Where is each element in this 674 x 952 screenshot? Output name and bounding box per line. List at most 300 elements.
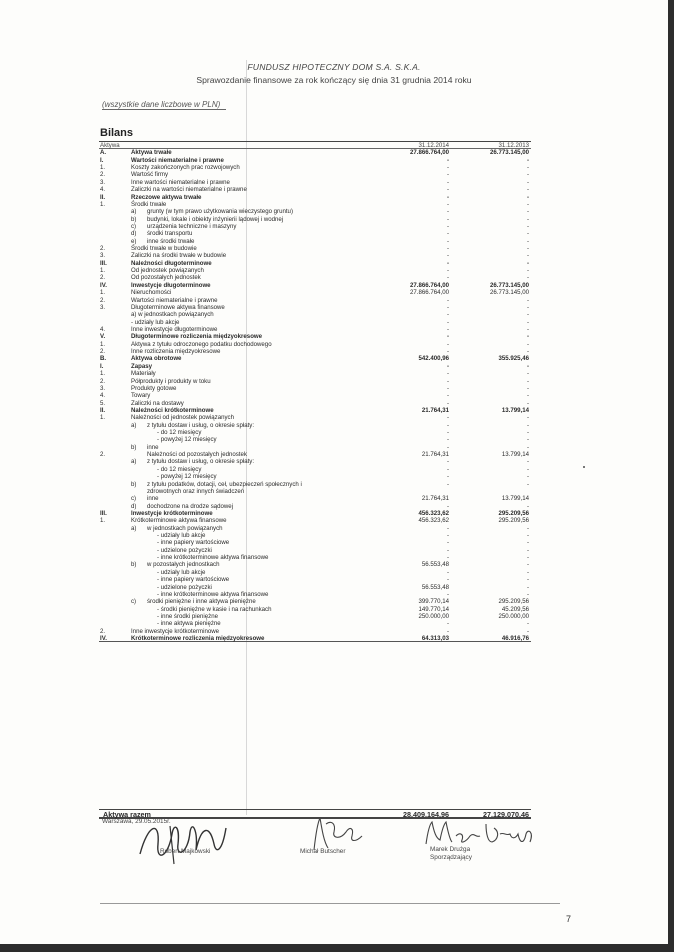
value-2013: - [526, 274, 529, 282]
table-row [99, 186, 531, 193]
table-row [99, 230, 531, 237]
row-number: 1. [100, 164, 106, 172]
value-2014: - [446, 222, 449, 230]
value-2014: - [446, 620, 449, 628]
value-2013: 26.773.145,00 [490, 281, 529, 289]
row-label: Inne inwestycje krótkoterminowe [131, 627, 220, 635]
value-2013: - [526, 222, 529, 230]
table-row [99, 510, 531, 517]
table-row [99, 260, 531, 267]
signatory-name-1: Robert Majkowski [160, 848, 211, 855]
row-sublabel: - udzielone pożyczki [157, 583, 212, 591]
table-row [99, 547, 531, 554]
row-sublabel: - inne papiery wartościowe [157, 539, 230, 547]
value-2013: - [526, 318, 529, 326]
table-row [99, 481, 531, 488]
value-2014: - [446, 568, 449, 576]
value-2013: 355.925,46 [498, 355, 529, 363]
footer-rule [100, 903, 560, 904]
column-header-2013: 31.12.2013 [498, 142, 529, 149]
table-row [99, 216, 531, 223]
value-2013: - [526, 480, 529, 488]
row-sublabel: - powyżej 12 miesięcy [157, 436, 217, 444]
row-number: 3. [100, 384, 106, 392]
value-2013: - [526, 267, 529, 275]
value-2014: - [446, 171, 449, 179]
row-sublabel: - do 12 miesięcy [157, 465, 202, 473]
row-label: Krótkoterminowe rozliczenia międzyokresowe [131, 635, 265, 643]
row-label: Należności od jednostek powiązanych [131, 414, 234, 422]
row-number: III. [100, 509, 107, 517]
value-2013: 26.773.145,00 [490, 149, 529, 157]
value-2014: 56.553,48 [421, 561, 449, 569]
scan-edge-right [668, 0, 674, 952]
row-label: d) [131, 502, 137, 510]
table-row [99, 495, 531, 502]
value-2014: 456.323,62 [418, 509, 449, 517]
value-2013: - [526, 429, 529, 437]
value-2014: 149.770,14 [418, 605, 449, 613]
row-sublabel: inne [147, 443, 159, 451]
row-label: c) [131, 222, 137, 230]
row-number: II. [100, 406, 106, 414]
row-label: Długoterminowe rozliczenia międzyokresowe [131, 333, 263, 341]
row-label: Materiały [131, 370, 156, 378]
table-row [99, 451, 531, 458]
signatory-name-2: Michał Butscher [300, 848, 346, 855]
table-row [99, 252, 531, 259]
row-label: e) [131, 237, 137, 245]
table-row [99, 267, 531, 274]
row-label: Aktywa obrotowe [131, 355, 182, 363]
table-row [99, 378, 531, 385]
value-2013: - [526, 554, 529, 562]
value-2014: - [446, 524, 449, 532]
row-number: 2. [100, 274, 106, 282]
column-header-label: Aktywa [100, 142, 120, 149]
row-label: a) [131, 524, 137, 532]
value-2014: - [446, 186, 449, 194]
table-row [99, 569, 531, 576]
row-sublabel: zdrowotnych oraz innych świadczeń [147, 487, 245, 495]
table-row [99, 466, 531, 473]
table-row [99, 385, 531, 392]
value-2014: - [446, 502, 449, 510]
row-sublabel: inne środki trwałe [147, 237, 195, 245]
row-sublabel: urządzenia techniczne i maszyny [147, 222, 237, 230]
value-2014: - [446, 392, 449, 400]
row-number: 3. [100, 252, 106, 260]
value-2013: - [526, 311, 529, 319]
unit-note: (wszystkie dane liczbowe w PLN) [102, 100, 226, 110]
row-sublabel: - inne krótkoterminowe aktywa finansowe [157, 590, 269, 598]
table-row [99, 274, 531, 281]
value-2014: - [446, 156, 449, 164]
row-number: 4. [100, 186, 106, 194]
value-2013: - [526, 208, 529, 216]
row-number: 1. [100, 267, 106, 275]
value-2014: - [446, 178, 449, 186]
total-label: Aktywa razem [103, 810, 151, 819]
row-number: I. [100, 156, 104, 164]
value-2014: - [446, 576, 449, 584]
value-2013: - [526, 414, 529, 422]
table-row [99, 488, 531, 495]
row-sublabel: z tytułu dostaw i usług, o okresie spłaty: [147, 458, 255, 466]
row-label: Inne inwestycje długoterminowe [131, 325, 218, 333]
value-2013: - [526, 583, 529, 591]
row-label: a) [131, 208, 137, 216]
balance-table [99, 141, 531, 642]
table-row [99, 304, 531, 311]
table-row [99, 407, 531, 414]
row-sublabel: - inne aktywa pieniężne [157, 620, 221, 628]
row-sublabel: z tytułu podatków, dotacji, ceł, ubezpieczeń społecznych i [147, 480, 302, 488]
value-2013: - [526, 473, 529, 481]
row-label: a) [131, 458, 137, 466]
value-2013: - [526, 303, 529, 311]
row-number: V. [100, 333, 106, 341]
table-row [99, 561, 531, 568]
row-sublabel: z tytułu dostaw i usług, o okresie spłaty: [147, 421, 255, 429]
row-label: Inne rozliczenia międzyokresowe [131, 348, 221, 356]
row-sublabel: w jednostkach powiązanych [147, 524, 223, 532]
value-2013: - [526, 164, 529, 172]
row-label: Długoterminowe aktywa finansowe [131, 303, 225, 311]
value-2013: - [526, 561, 529, 569]
value-2014: - [446, 311, 449, 319]
value-2014: - [446, 333, 449, 341]
row-number: A. [100, 149, 107, 157]
value-2013: 13.799,14 [501, 451, 529, 459]
value-2014: - [446, 303, 449, 311]
table-row [99, 297, 531, 304]
row-number: 2. [100, 627, 106, 635]
value-2014: - [446, 539, 449, 547]
value-2014: - [446, 436, 449, 444]
row-label: c) [131, 495, 137, 503]
row-number: 1. [100, 340, 106, 348]
table-row [99, 584, 531, 591]
value-2013: 295.209,56 [498, 509, 529, 517]
scan-edge-bottom [0, 944, 674, 952]
row-label: Środki trwałe [131, 200, 167, 208]
row-label: Półprodukty i produkty w toku [131, 377, 211, 385]
value-2014: - [446, 193, 449, 201]
row-number: 2. [100, 245, 106, 253]
value-2014: - [446, 325, 449, 333]
value-2014: - [446, 274, 449, 282]
value-2013: - [526, 252, 529, 260]
value-2014: - [446, 429, 449, 437]
row-label: b) [131, 215, 137, 223]
table-row [99, 157, 531, 164]
row-label: Koszty zakończonych prac rozwojowych [131, 164, 240, 172]
value-2013: - [526, 186, 529, 194]
value-2013: 295.209,56 [498, 598, 529, 606]
value-2013: - [526, 590, 529, 598]
value-2014: 399.770,14 [418, 598, 449, 606]
value-2014: - [446, 627, 449, 635]
value-2013: 250.000,00 [498, 613, 529, 620]
value-2013: 13.799,14 [501, 495, 529, 503]
row-sublabel: środki pieniężne i inne aktywa pieniężne [147, 598, 256, 606]
table-row [99, 164, 531, 171]
table-row [99, 414, 531, 421]
scan-speck [583, 466, 585, 468]
value-2013: - [526, 539, 529, 547]
table-row [99, 348, 531, 355]
table-row [99, 628, 531, 635]
table-row [99, 149, 531, 156]
row-sublabel: - środki pieniężne w kasie i na rachunkach [157, 605, 272, 613]
row-label: - udziały lub akcje [131, 318, 180, 326]
value-2013: - [526, 333, 529, 341]
value-2013: - [526, 156, 529, 164]
value-2013: - [526, 193, 529, 201]
row-sublabel: - inne środki pieniężne [157, 613, 218, 620]
value-2014: - [446, 377, 449, 385]
balance-title: Bilans [100, 127, 134, 139]
table-row [99, 525, 531, 532]
table-row [99, 517, 531, 524]
row-number: 3. [100, 178, 106, 186]
row-number: I. [100, 362, 104, 370]
company-name: FUNDUSZ HIPOTECZNY DOM S.A. S.K.A. [247, 62, 421, 72]
row-number: 1. [100, 200, 106, 208]
value-2014: 27.866.764,00 [410, 289, 449, 297]
value-2013: - [526, 230, 529, 238]
row-number: 1. [100, 414, 106, 422]
value-2013: - [526, 568, 529, 576]
table-row [99, 422, 531, 429]
row-sublabel: budynki, lokale i obiekty inżynierii lądowej i wodnej [147, 215, 284, 223]
row-label: Należności długoterminowe [131, 259, 212, 267]
row-label: Towary [131, 392, 151, 400]
value-2013: 295.209,56 [498, 517, 529, 525]
value-2013: - [526, 200, 529, 208]
value-2013: - [526, 392, 529, 400]
value-2013: - [526, 340, 529, 348]
value-2013: - [526, 237, 529, 245]
table-row [99, 355, 531, 362]
row-label: Środki trwałe w budowie [131, 245, 197, 253]
row-sublabel: - powyżej 12 miesięcy [157, 473, 217, 481]
table-row [99, 400, 531, 407]
value-2013: - [526, 384, 529, 392]
value-2013: - [526, 377, 529, 385]
value-2013: 45.209,56 [501, 605, 529, 613]
table-row [99, 539, 531, 546]
row-sublabel: - inne krótkoterminowe aktywa finansowe [157, 554, 269, 562]
row-number: 2. [100, 171, 106, 179]
value-2013: - [526, 178, 529, 186]
value-2013: 26.773.145,00 [490, 289, 529, 297]
value-2014: - [446, 245, 449, 253]
row-number: 2. [100, 451, 106, 459]
row-sublabel: - do 12 miesięcy [157, 429, 202, 437]
table-row [99, 473, 531, 480]
value-2014: - [446, 465, 449, 473]
row-sublabel: inne [147, 495, 159, 503]
value-2013: - [526, 502, 529, 510]
value-2014: - [446, 296, 449, 304]
value-2013: - [526, 443, 529, 451]
row-number: 1. [100, 370, 106, 378]
row-number: II. [100, 193, 106, 201]
row-number: B. [100, 355, 107, 363]
value-2013: - [526, 436, 529, 444]
row-number: 2. [100, 377, 106, 385]
value-2014: - [446, 480, 449, 488]
row-sublabel: w pozostałych jednostkach [147, 561, 220, 569]
row-label: b) [131, 480, 137, 488]
table-row [99, 392, 531, 399]
row-label: Wartość firmy [131, 171, 169, 179]
table-row [99, 370, 531, 377]
row-label: Zapasy [131, 362, 153, 370]
value-2013: - [526, 296, 529, 304]
table-row [99, 591, 531, 598]
value-2014: - [446, 208, 449, 216]
value-2013: - [526, 370, 529, 378]
place-date: Warszawa, 29.05.2015r. [102, 818, 171, 825]
table-row [99, 194, 531, 201]
row-label: Zaliczki na wartości niematerialne i prawne [131, 186, 247, 194]
row-number: 3. [100, 303, 106, 311]
row-label: Od jednostek powiązanych [131, 267, 204, 275]
row-number: 2. [100, 296, 106, 304]
row-label: b) [131, 443, 137, 451]
value-2014: - [446, 421, 449, 429]
table-row [99, 598, 531, 605]
row-number: 1. [100, 289, 106, 297]
row-label: a) w jednostkach powiązanych [131, 311, 214, 319]
value-2014: - [446, 399, 449, 407]
value-2013: - [526, 524, 529, 532]
table-row [99, 179, 531, 186]
value-2014: - [446, 259, 449, 267]
row-number: IV. [100, 281, 107, 289]
value-2014: - [446, 362, 449, 370]
value-2014: - [446, 443, 449, 451]
value-2014: - [446, 237, 449, 245]
report-subtitle: Sprawozdanie finansowe za rok kończący się dnia 31 grudnia 2014 roku [196, 75, 472, 85]
value-2013: - [526, 620, 529, 628]
value-2014: - [446, 554, 449, 562]
table-row [99, 289, 531, 296]
table-row [99, 429, 531, 436]
page-number: 7 [566, 914, 572, 924]
row-label: Zaliczki na środki trwałe w budowie [131, 252, 227, 260]
row-number: 4. [100, 325, 106, 333]
row-sublabel: - udzielone pożyczki [157, 546, 212, 554]
value-2014: 27.866.764,00 [410, 149, 449, 157]
row-number: 1. [100, 517, 106, 525]
signatory-name-3: Marek Drużga [430, 846, 471, 853]
value-2014: - [446, 384, 449, 392]
row-number: IV. [100, 635, 107, 643]
table-row [99, 311, 531, 318]
table-row [99, 171, 531, 178]
value-2013: - [526, 465, 529, 473]
value-2014: 542.400,96 [418, 355, 449, 363]
row-label: Wartości niematerialne i prawne [131, 296, 218, 304]
row-sublabel: - inne papiery wartościowe [157, 576, 230, 584]
table-row [99, 208, 531, 215]
row-label: Aktywa z tytułu odroczonego podatku dochodowego [131, 340, 272, 348]
value-2014: - [446, 215, 449, 223]
row-label: Aktywa trwałe [131, 149, 172, 157]
value-2013: - [526, 546, 529, 554]
table-row [99, 532, 531, 539]
value-2013: 13.799,14 [501, 406, 529, 414]
row-number: 4. [100, 392, 106, 400]
table-row [99, 606, 531, 613]
value-2013: 46.916,76 [501, 635, 529, 643]
table-row [99, 201, 531, 208]
table-row [99, 363, 531, 370]
value-2014: 64.313,03 [421, 635, 449, 643]
value-2014: 21.764,31 [421, 495, 449, 503]
table-row [99, 554, 531, 561]
value-2014: 21.764,31 [421, 451, 449, 459]
table-row [99, 444, 531, 451]
row-label: d) [131, 230, 137, 238]
table-row [99, 613, 531, 620]
row-label: Inwestycje długoterminowe [131, 281, 211, 289]
row-label: Należności krótkoterminowe [131, 406, 214, 414]
value-2013: - [526, 399, 529, 407]
value-2014: 456.323,62 [418, 517, 449, 525]
table-row [99, 620, 531, 627]
value-2013: - [526, 627, 529, 635]
value-2014: - [446, 230, 449, 238]
value-2013: - [526, 458, 529, 466]
value-2014: - [446, 370, 449, 378]
total-value-2014: 28.409.164,96 [403, 810, 449, 819]
table-row [99, 319, 531, 326]
table-row [99, 458, 531, 465]
row-label: Inne wartości niematerialne i prawne [131, 178, 230, 186]
signatures-block [0, 818, 668, 888]
value-2013: - [526, 362, 529, 370]
value-2014: - [446, 252, 449, 260]
value-2014: 27.866.764,00 [410, 281, 449, 289]
row-label: a) [131, 421, 137, 429]
value-2013: - [526, 576, 529, 584]
value-2014: - [446, 458, 449, 466]
table-row [99, 245, 531, 252]
table-row [99, 333, 531, 340]
value-2013: - [526, 325, 529, 333]
row-label: Inwestycje krótkoterminowe [131, 509, 213, 517]
table-row [99, 503, 531, 510]
row-label: Produkty gotowe [131, 384, 177, 392]
table-row [99, 576, 531, 583]
row-sublabel: - udziały lub akcje [157, 532, 206, 540]
value-2014: - [446, 340, 449, 348]
value-2013: - [526, 259, 529, 267]
value-2013: - [526, 532, 529, 540]
value-2014: 21.764,31 [421, 406, 449, 414]
table-row [99, 341, 531, 348]
value-2014: - [446, 318, 449, 326]
value-2013: - [526, 348, 529, 356]
row-label: Nieruchomości [131, 289, 172, 297]
table-row [99, 436, 531, 443]
value-2014: - [446, 348, 449, 356]
